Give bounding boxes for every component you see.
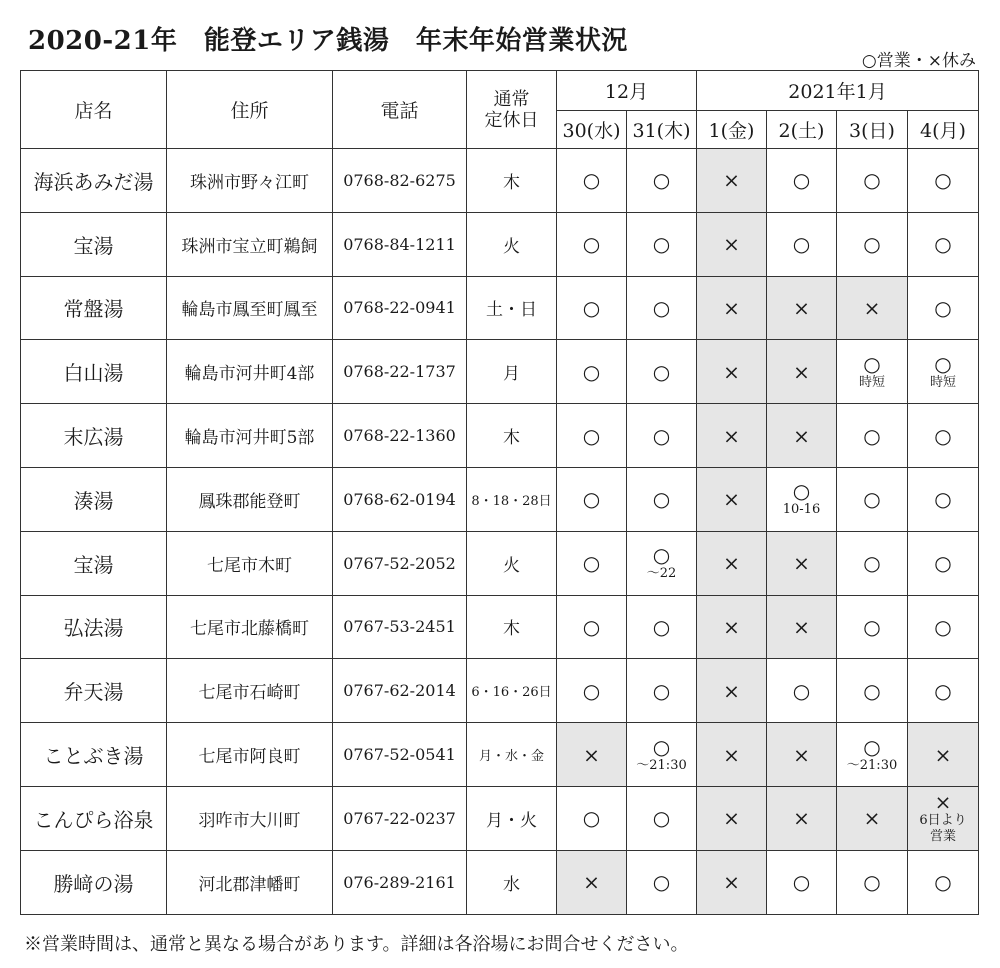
status-cell [908, 850, 979, 914]
status-note: ～21:30 [846, 757, 898, 773]
table-row [21, 340, 979, 404]
status-cell [627, 659, 697, 723]
status-cell [697, 659, 767, 723]
bathhouse-phone: 0768-62-0194 [333, 467, 467, 531]
closed-mark: × [793, 359, 810, 384]
bathhouse-address: 七尾市木町 [167, 531, 333, 595]
bathhouse-address: 鳳珠郡能登町 [167, 467, 333, 531]
closed-mark: × [723, 359, 740, 384]
closed-mark: × [723, 678, 740, 703]
bathhouse-address: 河北郡津幡町 [167, 850, 333, 914]
status-cell [767, 850, 837, 914]
bathhouse-phone: 0767-53-2451 [333, 595, 467, 659]
status-cell [557, 850, 627, 914]
status-cell [557, 467, 627, 531]
open-mark: ○ [582, 678, 601, 703]
regular-holiday: 火 [467, 212, 557, 276]
closed-mark: × [793, 742, 810, 767]
open-mark: ○ [652, 543, 671, 568]
closed-mark: × [934, 790, 952, 815]
open-mark: ○ [582, 295, 601, 320]
status-cell [767, 340, 837, 404]
status-cell [908, 340, 979, 404]
bathhouse-name: ことぶき湯 [21, 723, 167, 787]
table-body [21, 149, 979, 915]
open-mark: ○ [863, 678, 881, 703]
open-mark: ○ [652, 359, 671, 384]
bathhouse-address: 七尾市石崎町 [167, 659, 333, 723]
status-cell [627, 850, 697, 914]
header-day: 30(水) [557, 111, 627, 149]
open-mark: ○ [582, 423, 601, 448]
bathhouse-name: 宝湯 [21, 212, 167, 276]
status-cell [908, 786, 979, 850]
status-cell [627, 531, 697, 595]
status-cell [557, 149, 627, 213]
closed-mark: × [723, 168, 740, 193]
closed-mark: × [723, 487, 740, 512]
bathhouse-name: 湊湯 [21, 467, 167, 531]
status-note: 時短 [858, 374, 885, 390]
open-mark: ○ [792, 479, 811, 504]
closed-mark: × [793, 295, 810, 320]
status-cell [557, 212, 627, 276]
table-row [21, 467, 979, 531]
status-cell [837, 212, 908, 276]
bathhouse-phone: 0767-22-0237 [333, 786, 467, 850]
closed-mark: × [723, 232, 740, 257]
closed-mark: × [583, 742, 600, 767]
regular-holiday: 8・18・28日 [467, 467, 557, 531]
open-mark: ○ [792, 168, 811, 193]
open-mark: ○ [934, 351, 952, 376]
table-row [21, 212, 979, 276]
bathhouse-address: 珠洲市宝立町鵜飼 [167, 212, 333, 276]
bathhouse-name: 弘法湯 [21, 595, 167, 659]
status-cell [767, 404, 837, 468]
bathhouse-phone: 0768-82-6275 [333, 149, 467, 213]
open-mark: ○ [582, 551, 601, 576]
regular-holiday: 月 [467, 340, 557, 404]
header-name: 店名 [21, 71, 167, 149]
bathhouse-name: 勝﨑の湯 [21, 850, 167, 914]
status-cell [837, 340, 908, 404]
status-cell [627, 786, 697, 850]
status-cell [767, 659, 837, 723]
bathhouse-phone: 0768-84-1211 [333, 212, 467, 276]
status-cell [557, 723, 627, 787]
status-cell [557, 595, 627, 659]
table-row [21, 595, 979, 659]
bathhouse-phone: 076-289-2161 [333, 850, 467, 914]
bathhouse-phone: 0767-52-0541 [333, 723, 467, 787]
closed-mark: × [934, 742, 952, 767]
bathhouse-phone: 0768-22-1360 [333, 404, 467, 468]
open-mark: ○ [934, 678, 952, 703]
regular-holiday: 水 [467, 850, 557, 914]
table-row [21, 659, 979, 723]
status-cell [697, 595, 767, 659]
open-mark: ○ [652, 423, 671, 448]
closed-mark: × [793, 551, 810, 576]
status-cell [557, 531, 627, 595]
status-cell [627, 340, 697, 404]
header-day: 31(木) [627, 111, 697, 149]
bathhouse-name: 海浜あみだ湯 [21, 149, 167, 213]
footnote: ※営業時間は、通常と異なる場合があります。詳細は各浴場にお問合せください。 [24, 934, 689, 955]
status-note: ～22 [646, 566, 677, 582]
status-cell [697, 850, 767, 914]
open-mark: ○ [652, 678, 671, 703]
closed-mark: × [723, 295, 740, 320]
status-cell [697, 340, 767, 404]
status-cell [837, 595, 908, 659]
status-cell [697, 531, 767, 595]
status-note: ～21:30 [636, 757, 687, 773]
status-cell [627, 276, 697, 340]
status-cell [837, 723, 908, 787]
status-cell [557, 276, 627, 340]
open-mark: ○ [934, 614, 952, 639]
table-header [21, 71, 979, 149]
open-mark: ○ [863, 487, 881, 512]
open-mark: ○ [934, 423, 952, 448]
status-cell [908, 723, 979, 787]
open-mark: ○ [652, 295, 671, 320]
header-day: 1(金) [697, 111, 767, 149]
open-mark: ○ [863, 870, 881, 895]
status-cell [627, 595, 697, 659]
status-cell [767, 786, 837, 850]
table-row [21, 404, 979, 468]
open-mark: ○ [652, 487, 671, 512]
open-mark: ○ [863, 551, 881, 576]
bathhouse-address: 輪島市河井町5部 [167, 404, 333, 468]
status-cell [627, 404, 697, 468]
status-cell [767, 276, 837, 340]
open-mark: ○ [863, 351, 881, 376]
status-cell [908, 404, 979, 468]
bathhouse-address: 七尾市阿良町 [167, 723, 333, 787]
status-cell [837, 531, 908, 595]
bathhouse-address: 珠洲市野々江町 [167, 149, 333, 213]
regular-holiday: 木 [467, 595, 557, 659]
status-cell [697, 404, 767, 468]
bathhouse-name: 白山湯 [21, 340, 167, 404]
bathhouse-name: 常盤湯 [21, 276, 167, 340]
table-row [21, 531, 979, 595]
closed-mark: × [723, 551, 740, 576]
status-cell [767, 595, 837, 659]
header-phone: 電話 [333, 71, 467, 149]
status-cell [767, 467, 837, 531]
open-mark: ○ [863, 232, 881, 257]
open-mark: ○ [934, 551, 952, 576]
regular-holiday: 火 [467, 531, 557, 595]
header-month-january: 2021年1月 [697, 71, 979, 111]
status-cell [908, 595, 979, 659]
status-cell [557, 404, 627, 468]
header-month-december: 12月 [557, 71, 697, 111]
status-cell [837, 276, 908, 340]
status-cell [908, 531, 979, 595]
status-cell [697, 149, 767, 213]
status-cell [627, 149, 697, 213]
status-cell [837, 149, 908, 213]
status-cell [908, 149, 979, 213]
header-regular-holiday: 通常 定休日 [467, 71, 557, 149]
open-mark: ○ [652, 870, 671, 895]
status-cell [767, 212, 837, 276]
status-cell [697, 276, 767, 340]
bathhouse-phone: 0767-62-2014 [333, 659, 467, 723]
table-row [21, 786, 979, 850]
status-cell [767, 531, 837, 595]
bathhouse-name: 弁天湯 [21, 659, 167, 723]
open-mark: ○ [863, 168, 881, 193]
open-mark: ○ [863, 423, 881, 448]
status-cell [767, 723, 837, 787]
status-cell [557, 786, 627, 850]
open-mark: ○ [792, 870, 811, 895]
status-cell [837, 850, 908, 914]
closed-mark: × [723, 806, 740, 831]
closed-mark: × [583, 870, 600, 895]
bathhouse-phone: 0768-22-0941 [333, 276, 467, 340]
status-cell [767, 149, 837, 213]
open-mark: ○ [792, 678, 811, 703]
bathhouse-address: 七尾市北藤橋町 [167, 595, 333, 659]
status-cell [908, 276, 979, 340]
regular-holiday: 月・火 [467, 786, 557, 850]
regular-holiday: 木 [467, 149, 557, 213]
open-mark: ○ [934, 295, 952, 320]
open-mark: ○ [652, 614, 671, 639]
open-mark: ○ [652, 232, 671, 257]
regular-holiday: 6・16・26日 [467, 659, 557, 723]
status-cell [557, 340, 627, 404]
open-mark: ○ [652, 734, 671, 759]
closed-mark: × [793, 614, 810, 639]
bathhouse-name: こんぴら浴泉 [21, 786, 167, 850]
header-day: 4(月) [908, 111, 979, 149]
regular-holiday: 土・日 [467, 276, 557, 340]
open-mark: ○ [582, 806, 601, 831]
status-note: 時短 [930, 374, 957, 390]
open-mark: ○ [582, 359, 601, 384]
open-mark: ○ [863, 734, 881, 759]
closed-mark: × [723, 423, 740, 448]
open-mark: ○ [863, 614, 881, 639]
table-row [21, 149, 979, 213]
bathhouse-address: 輪島市鳳至町鳳至 [167, 276, 333, 340]
schedule-table [20, 70, 979, 915]
bathhouse-phone: 0768-22-1737 [333, 340, 467, 404]
closed-mark: × [793, 806, 810, 831]
closed-mark: × [723, 870, 740, 895]
status-cell [627, 212, 697, 276]
status-cell [837, 786, 908, 850]
page-title: 2020-21年 能登エリア銭湯 年末年始営業状況 [28, 26, 628, 56]
open-mark: ○ [582, 168, 601, 193]
open-mark: ○ [582, 614, 601, 639]
header-day: 2(土) [767, 111, 837, 149]
bathhouse-phone: 0767-52-2052 [333, 531, 467, 595]
status-cell [697, 723, 767, 787]
bathhouse-address: 羽咋市大川町 [167, 786, 333, 850]
status-cell [908, 212, 979, 276]
status-cell [627, 723, 697, 787]
open-mark: ○ [652, 806, 671, 831]
closed-mark: × [863, 806, 881, 831]
status-note: 10-16 [782, 502, 821, 518]
regular-holiday: 月・水・金 [467, 723, 557, 787]
legend: ○営業・×休み [861, 51, 976, 71]
status-cell [908, 467, 979, 531]
bathhouse-name: 末広湯 [21, 404, 167, 468]
open-mark: ○ [582, 487, 601, 512]
closed-mark: × [723, 742, 740, 767]
closed-mark: × [723, 614, 740, 639]
open-mark: ○ [792, 232, 811, 257]
status-cell [697, 467, 767, 531]
table-row [21, 850, 979, 914]
status-cell [837, 404, 908, 468]
status-cell [627, 467, 697, 531]
header-address: 住所 [167, 71, 333, 149]
status-cell [557, 659, 627, 723]
closed-mark: × [793, 423, 810, 448]
open-mark: ○ [934, 487, 952, 512]
status-note: 6日より 営業 [919, 813, 967, 845]
closed-mark: × [863, 295, 881, 320]
open-mark: ○ [934, 870, 952, 895]
header-day: 3(日) [837, 111, 908, 149]
bathhouse-address: 輪島市河井町4部 [167, 340, 333, 404]
open-mark: ○ [582, 232, 601, 257]
status-cell [837, 467, 908, 531]
status-cell [697, 786, 767, 850]
regular-holiday: 木 [467, 404, 557, 468]
bathhouse-name: 宝湯 [21, 531, 167, 595]
open-mark: ○ [652, 168, 671, 193]
open-mark: ○ [934, 232, 952, 257]
status-cell [697, 212, 767, 276]
status-cell [837, 659, 908, 723]
open-mark: ○ [934, 168, 952, 193]
status-cell [908, 659, 979, 723]
table-row [21, 276, 979, 340]
table-row [21, 723, 979, 787]
